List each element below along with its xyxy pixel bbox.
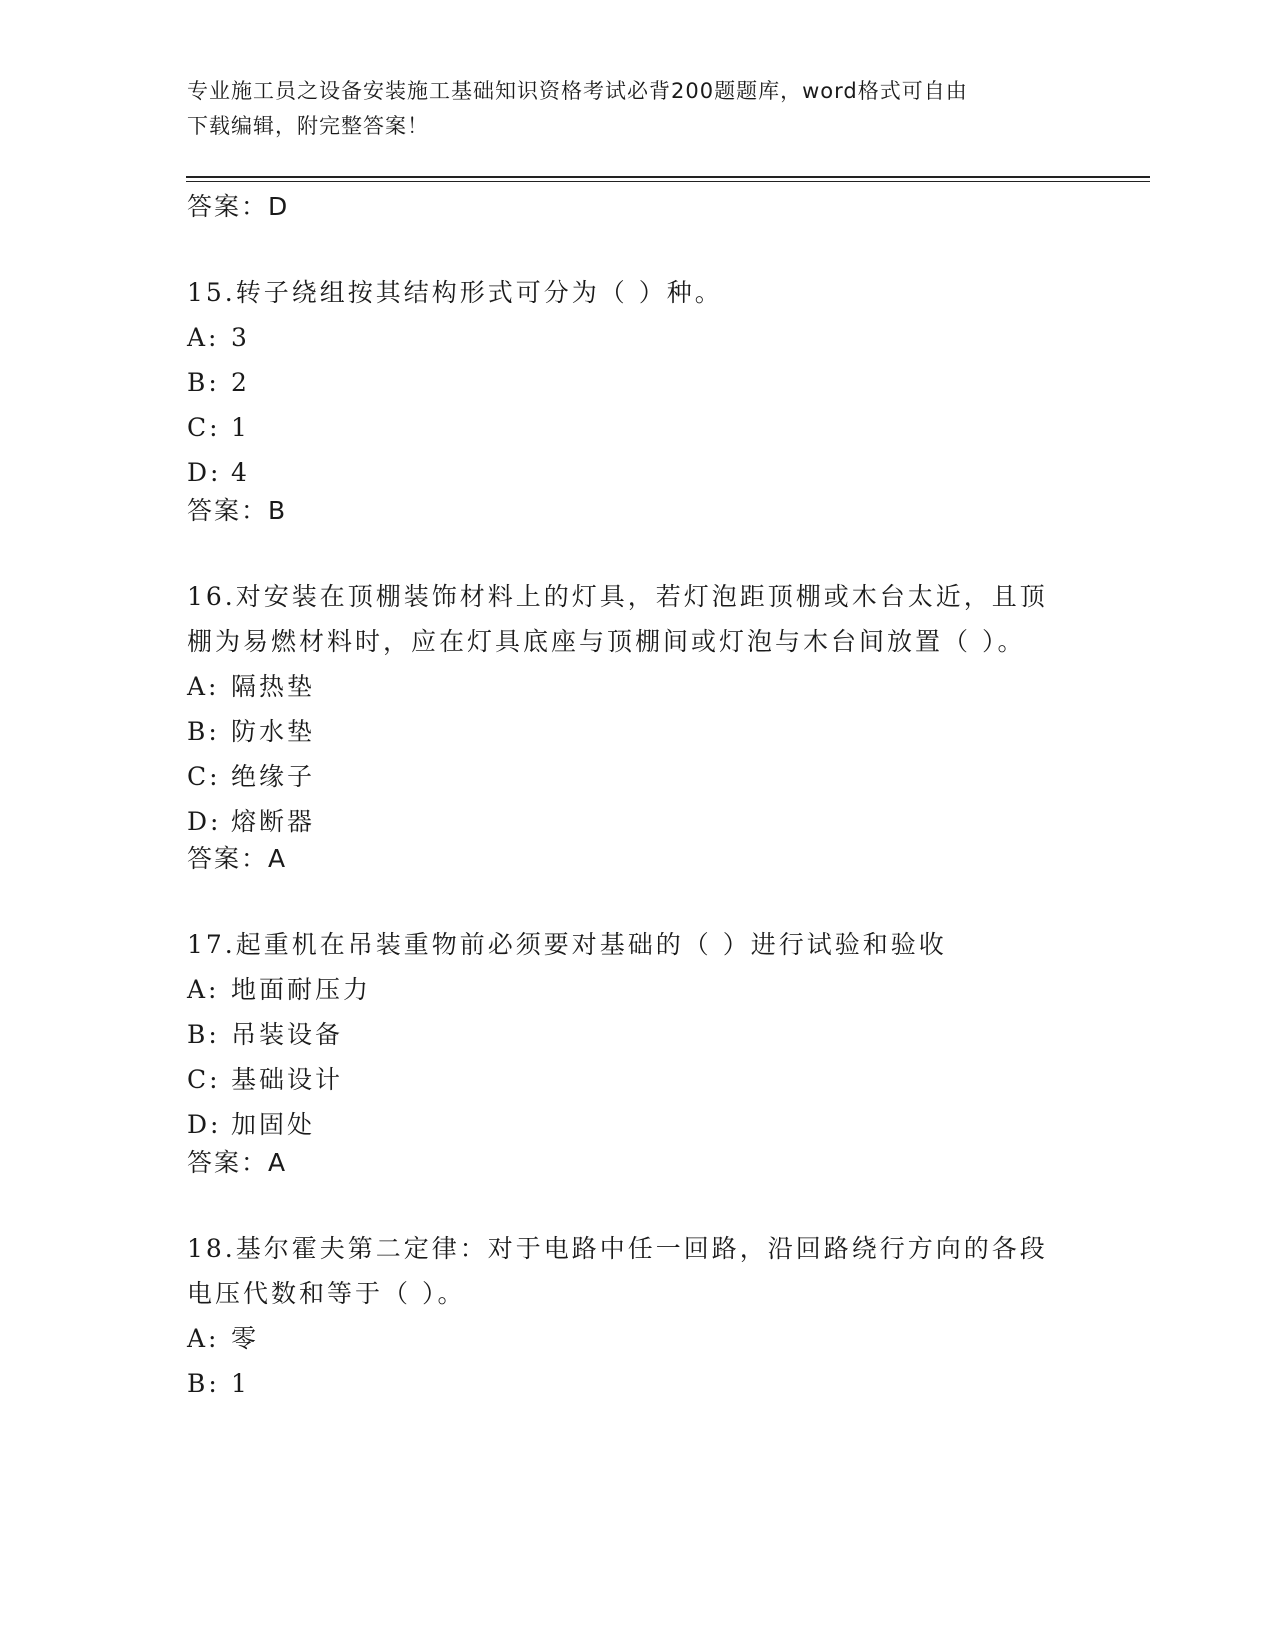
option-a <box>187 315 1087 360</box>
option-a <box>187 664 1087 709</box>
option-text: 1 <box>231 1369 250 1398</box>
header-divider-thick <box>186 176 1150 178</box>
option-b <box>187 1012 1087 1057</box>
option-text: 基础设计 <box>231 1065 344 1094</box>
question-17 <box>187 922 1087 1147</box>
option-d <box>187 1102 1087 1147</box>
option-b <box>187 1361 1087 1406</box>
option-label: C: <box>187 762 221 791</box>
answer-17: 答案：A <box>187 1148 288 1177</box>
header-divider-thin <box>186 181 1150 182</box>
option-label: C: <box>187 1065 221 1094</box>
option-label: D: <box>187 1110 222 1139</box>
question-16 <box>187 574 1087 844</box>
option-label: A: <box>187 672 220 701</box>
option-d <box>187 799 1087 844</box>
option-label: B: <box>187 1369 220 1398</box>
option-label: B: <box>187 1020 220 1049</box>
option-text: 3 <box>231 323 250 352</box>
previous-answer: 答案：D <box>187 192 290 221</box>
option-label: A: <box>187 975 220 1004</box>
option-label: D: <box>187 807 222 836</box>
option-text: 熔断器 <box>231 807 316 836</box>
option-label: D: <box>187 458 222 487</box>
option-b <box>187 709 1087 754</box>
option-c <box>187 405 1087 450</box>
option-text: 隔热垫 <box>231 672 316 701</box>
option-label: B: <box>187 717 220 746</box>
option-text: 地面耐压力 <box>231 975 372 1004</box>
option-c <box>187 1057 1087 1102</box>
question-text-line: 电压代数和等于（ ）。 <box>187 1279 466 1308</box>
option-a <box>187 1316 1087 1361</box>
question-15 <box>187 270 1087 495</box>
question-18 <box>187 1226 1087 1406</box>
question-text-line: 15.转子绕组按其结构形式可分为（ ）种。 <box>187 278 723 307</box>
answer-15: 答案：B <box>187 496 288 525</box>
option-a <box>187 967 1087 1012</box>
option-text: 2 <box>231 368 250 397</box>
option-label: B: <box>187 368 220 397</box>
option-label: C: <box>187 413 221 442</box>
question-text-line: 棚为易燃材料时，应在灯具底座与顶棚间或灯泡与木台间放置（ ）。 <box>187 627 1026 656</box>
option-text: 零 <box>231 1324 260 1353</box>
answer-16: 答案：A <box>187 844 288 873</box>
option-text: 吊装设备 <box>231 1020 344 1049</box>
option-label: A: <box>187 323 220 352</box>
question-text-line: 18.基尔霍夫第二定律：对于电路中任一回路，沿回路绕行方向的各段 <box>187 1234 1048 1263</box>
option-text: 绝缘子 <box>231 762 316 791</box>
question-text-line: 16.对安装在顶棚装饰材料上的灯具，若灯泡距顶棚或木台太近，且顶 <box>187 582 1048 611</box>
option-text: 1 <box>231 413 250 442</box>
option-b <box>187 360 1087 405</box>
option-label: A: <box>187 1324 220 1353</box>
option-d <box>187 450 1087 495</box>
option-text: 加固处 <box>231 1110 316 1139</box>
option-text: 4 <box>231 458 250 487</box>
header-line-1: 专业施工员之设备安装施工基础知识资格考试必背200题题库，word格式可自由 <box>187 79 968 103</box>
option-c <box>187 754 1087 799</box>
header-line-2: 下载编辑，附完整答案！ <box>187 114 429 138</box>
option-text: 防水垫 <box>231 717 316 746</box>
question-text-line: 17.起重机在吊装重物前必须要对基础的（ ）进行试验和验收 <box>187 930 947 959</box>
document-header <box>187 74 1067 144</box>
